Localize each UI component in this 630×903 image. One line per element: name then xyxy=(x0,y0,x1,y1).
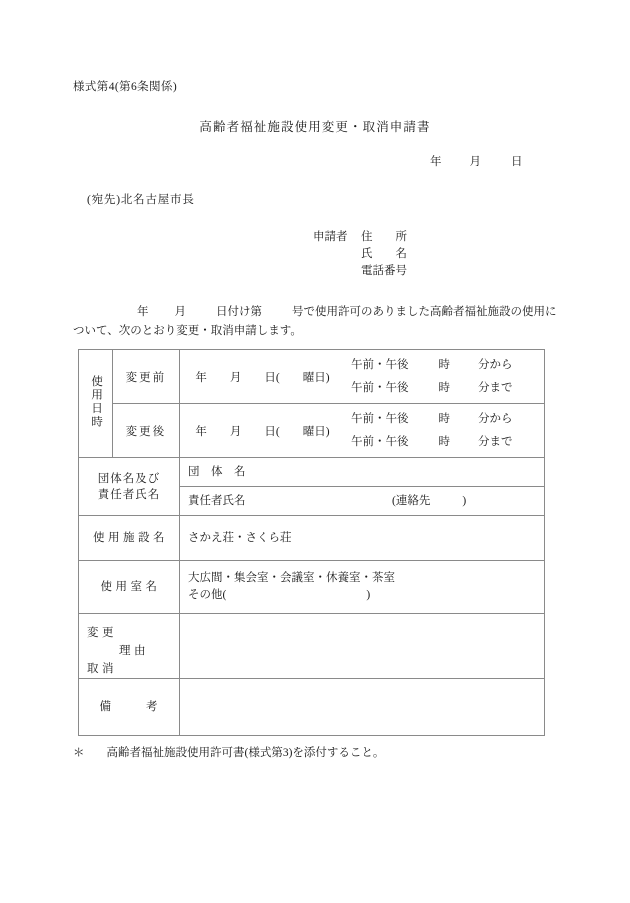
remarks-label-char2: 考 xyxy=(146,701,159,713)
room-other-open: その他( xyxy=(188,589,227,601)
before-from-minute: 分から xyxy=(478,358,513,371)
before-month: 月 xyxy=(229,371,242,384)
table-row-facility xyxy=(79,516,545,561)
date-month-label: 月 xyxy=(469,156,481,168)
before-time-from[interactable] xyxy=(351,354,544,377)
reason-label-cell xyxy=(79,614,180,679)
date-year-label: 年 xyxy=(430,156,442,168)
responsible-cell[interactable] xyxy=(180,487,545,516)
reason-value-cell[interactable] xyxy=(180,614,545,679)
room-value xyxy=(180,566,544,608)
usage-datetime-label: 使用日時 xyxy=(90,375,103,429)
applicant-phone-label: 電話番号 xyxy=(361,265,407,277)
body-year-label: 年 xyxy=(137,306,149,318)
table-row-usage-after xyxy=(79,404,545,458)
table-row-room xyxy=(79,561,545,614)
after-to-hour: 時 xyxy=(438,435,450,448)
applicant-name-label: 氏 名 xyxy=(361,248,407,260)
before-to-hour: 時 xyxy=(438,381,450,394)
after-to-ampm[interactable]: 午前・午後 xyxy=(351,435,409,448)
before-change-date[interactable] xyxy=(180,369,345,385)
form-number: 様式第4(第6条関係) xyxy=(73,81,178,93)
after-time-from[interactable] xyxy=(351,408,544,431)
reason-label-line3: 取消 xyxy=(87,663,117,675)
after-time-to[interactable] xyxy=(351,431,544,454)
table-row-usage-before xyxy=(79,350,545,404)
before-change-value-cell[interactable] xyxy=(180,350,545,404)
reason-label-line1: 変更 xyxy=(87,627,117,639)
after-from-ampm[interactable]: 午前・午後 xyxy=(351,412,409,425)
facility-value: さかえ荘・さくら荘 xyxy=(188,531,292,544)
date-day-label: 日 xyxy=(511,156,523,168)
usage-datetime-label-cell xyxy=(79,350,113,458)
applicant-label: 申請者 xyxy=(313,231,348,243)
contact-close: ) xyxy=(462,494,467,507)
reason-value xyxy=(180,642,544,650)
before-day: 日( xyxy=(264,371,280,384)
body-paragraph xyxy=(73,303,555,341)
before-year: 年 xyxy=(195,371,207,384)
room-value-cell[interactable] xyxy=(180,561,545,614)
before-from-ampm[interactable]: 午前・午後 xyxy=(351,358,409,371)
footnote-text: 高齢者福祉施設使用許可書(様式第3)を添付すること。 xyxy=(106,747,385,759)
before-time-to[interactable] xyxy=(351,377,544,400)
applicant-name-row xyxy=(313,246,435,263)
applicant-phone-row xyxy=(313,263,435,280)
facility-value-cell[interactable] xyxy=(180,516,545,561)
application-table xyxy=(78,349,545,736)
after-year: 年 xyxy=(195,425,207,438)
responsible-line xyxy=(180,493,544,510)
contact-field[interactable] xyxy=(392,493,466,510)
table-row-remarks xyxy=(79,679,545,736)
body-line1-tail: 号で使用許可のありました高齢者福祉施設の使用に xyxy=(292,306,557,318)
remarks-label-char1: 備 xyxy=(99,701,112,713)
after-day: 日( xyxy=(264,425,280,438)
facility-label: 使用施設名 xyxy=(79,516,180,561)
before-change-label: 変更前 xyxy=(112,350,179,404)
remarks-value xyxy=(180,703,544,711)
remarks-label-cell xyxy=(79,679,180,736)
footnote xyxy=(73,744,384,760)
after-from-minute: 分から xyxy=(478,412,513,425)
table-row-group-name xyxy=(79,458,545,487)
before-to-minute: 分まで xyxy=(478,381,513,394)
group-name-label: 団 体 名 xyxy=(188,465,246,478)
body-line2: ついて、次のとおり変更・取消申請します。 xyxy=(73,325,302,337)
before-to-ampm[interactable]: 午前・午後 xyxy=(351,381,409,394)
applicant-address-label: 住 所 xyxy=(361,231,407,243)
after-change-label: 変更後 xyxy=(112,404,179,458)
footnote-marker: ＊ xyxy=(73,747,85,759)
document-title: 高齢者福祉施設使用変更・取消申請書 xyxy=(199,120,431,134)
table-row-reason xyxy=(79,614,545,679)
before-change-times[interactable] xyxy=(345,354,544,400)
after-change-date[interactable] xyxy=(180,423,345,439)
applicant-address-row xyxy=(313,229,435,246)
after-change-value-cell[interactable] xyxy=(180,404,545,458)
after-to-minute: 分まで xyxy=(478,435,513,448)
group-label-cell xyxy=(79,458,180,516)
group-label-line1: 団体名及び xyxy=(97,472,161,485)
addressee: (宛先)北名古屋市長 xyxy=(87,194,195,206)
after-weekday: 曜日) xyxy=(302,425,330,438)
remarks-value-cell[interactable] xyxy=(180,679,545,736)
room-label: 使用室名 xyxy=(79,561,180,614)
before-from-hour: 時 xyxy=(438,358,450,371)
responsible-label: 責任者氏名 xyxy=(188,494,246,507)
room-options[interactable]: 大広間・集会室・会議室・休養室・茶室 xyxy=(188,572,395,584)
group-name-cell[interactable] xyxy=(180,458,545,487)
after-change-times[interactable] xyxy=(345,408,544,454)
before-weekday: 曜日) xyxy=(302,371,330,384)
contact-open: (連絡先 xyxy=(392,494,431,507)
submission-date-line xyxy=(430,153,523,169)
room-other[interactable] xyxy=(188,587,544,604)
after-from-hour: 時 xyxy=(438,412,450,425)
after-month: 月 xyxy=(229,425,242,438)
room-other-close: ) xyxy=(366,589,371,601)
group-label-line2: 責任者氏名 xyxy=(97,488,161,501)
body-permit-label: 日付け第 xyxy=(216,306,262,318)
applicant-block xyxy=(313,229,435,280)
body-month-label: 月 xyxy=(174,306,186,318)
reason-label-line2: 理由 xyxy=(119,645,149,657)
